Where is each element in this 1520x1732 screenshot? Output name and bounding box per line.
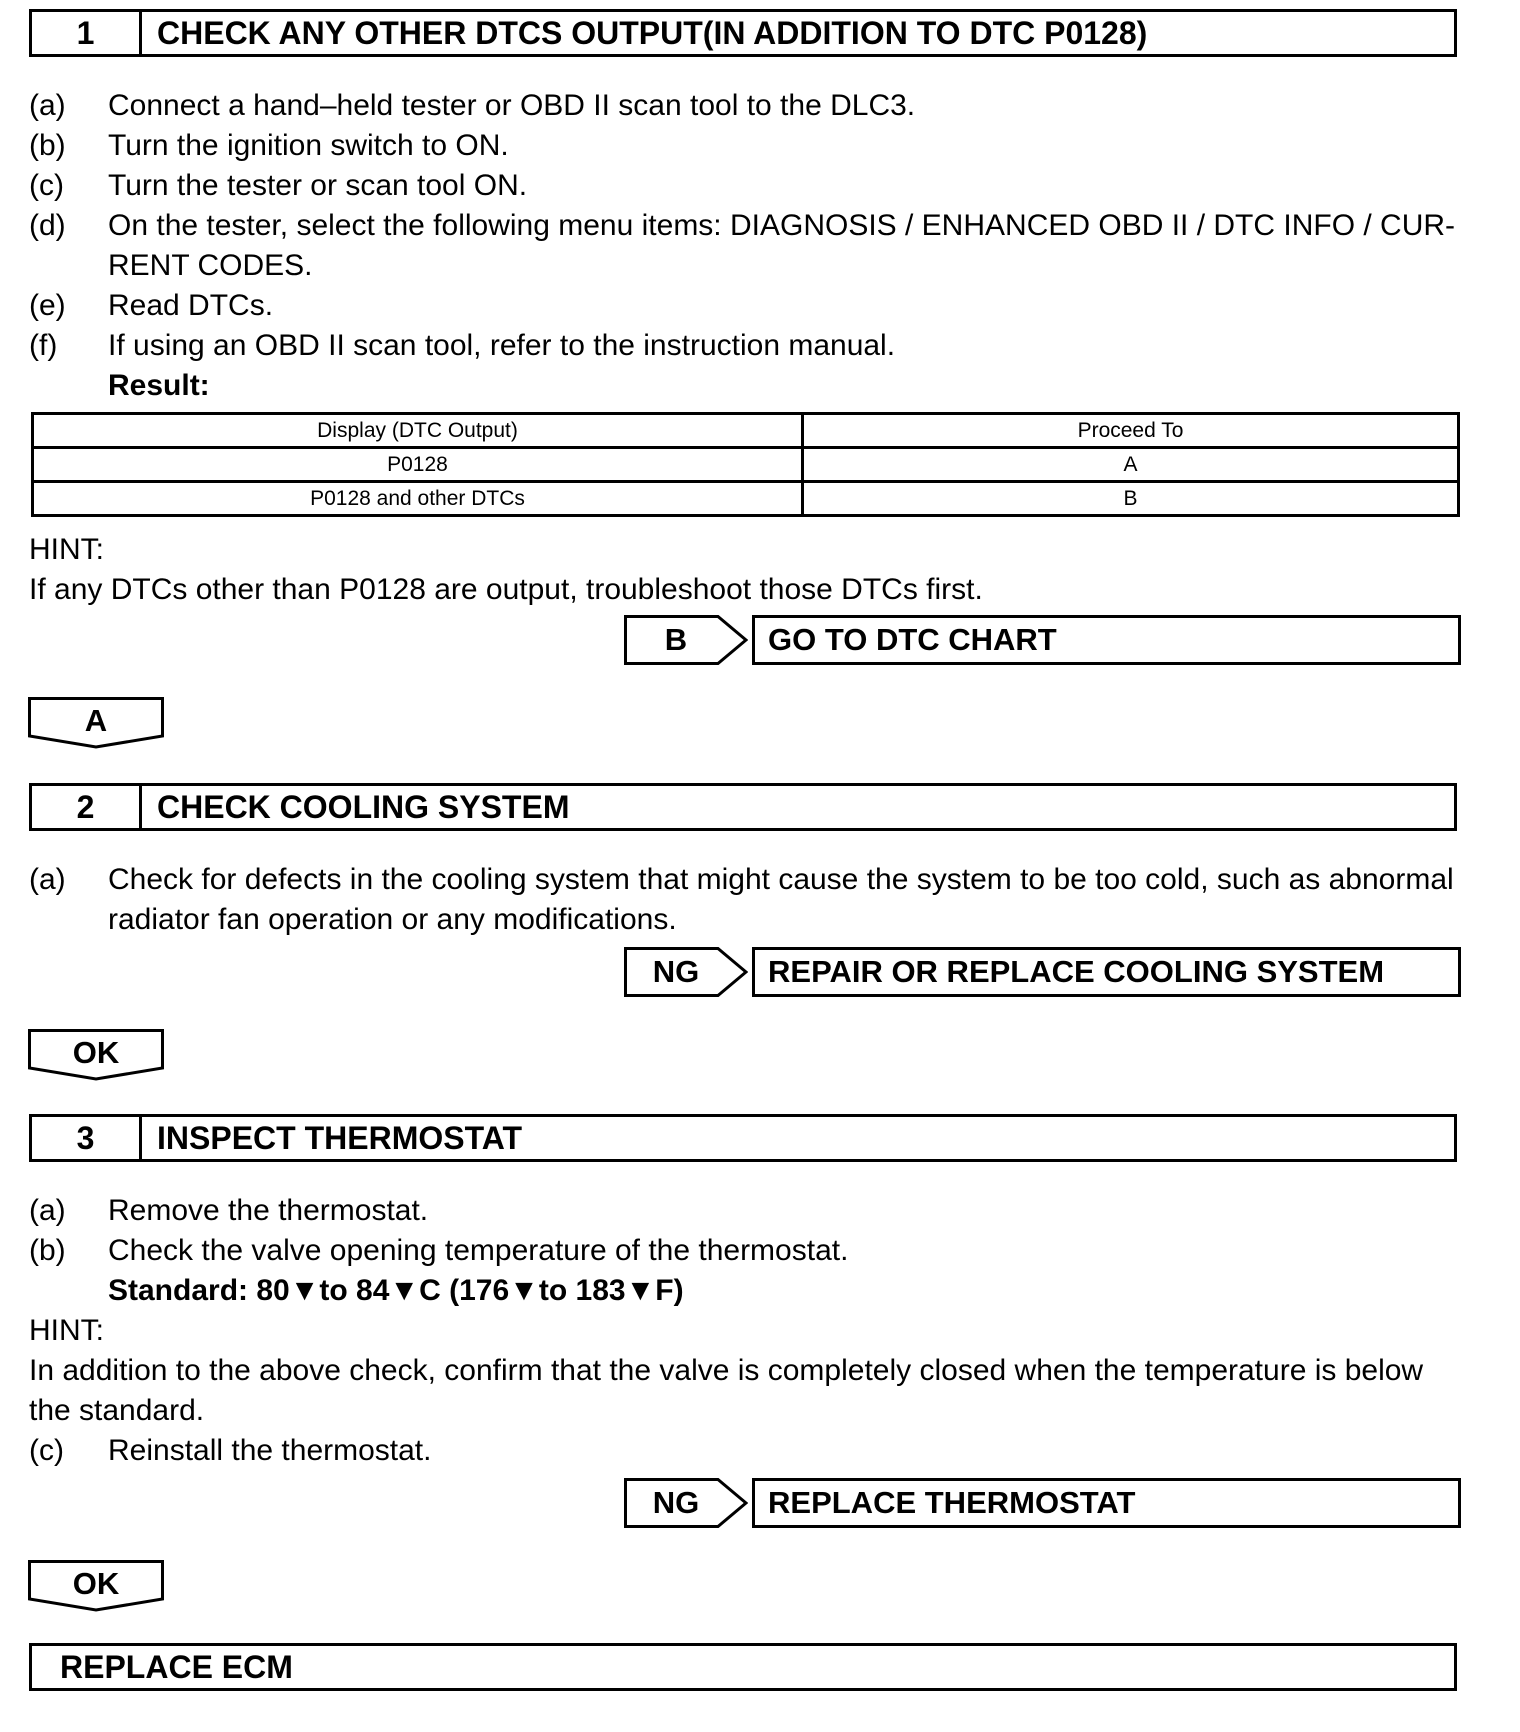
item-text: Check the valve opening temperature of the thermostat. — [108, 1234, 849, 1267]
branch-label: NG — [652, 954, 700, 989]
item-text-continued: radiator fan operation or any modifications. — [108, 903, 677, 936]
branch-ng-arrow — [624, 947, 748, 997]
item-text: Turn the tester or scan tool ON. — [108, 169, 528, 202]
item-letter: (e) — [29, 289, 66, 322]
result-label: Result: — [108, 369, 210, 402]
action-replace-thermostat: REPLACE THERMOSTAT — [752, 1478, 1461, 1528]
table-cell: B — [803, 482, 1459, 516]
item-letter: (a) — [29, 1194, 66, 1227]
hint-label: HINT: — [29, 1314, 104, 1347]
branch-b-arrow — [624, 615, 748, 665]
down-tab-label: OK — [72, 1035, 120, 1070]
action-go-to-dtc-chart: GO TO DTC CHART — [752, 615, 1461, 665]
table-row — [33, 482, 1459, 516]
action-repair-cooling-system: REPAIR OR REPLACE COOLING SYSTEM — [752, 947, 1461, 997]
step-3-header — [29, 1114, 1457, 1162]
result-a-tab — [28, 697, 164, 749]
item-text-continued: RENT CODES. — [108, 249, 313, 282]
step-title: INSPECT THERMOSTAT — [157, 1120, 523, 1156]
item-letter: (b) — [29, 129, 66, 162]
item-letter: (d) — [29, 209, 66, 242]
branch-label: NG — [652, 1485, 700, 1520]
result-table — [31, 412, 1460, 517]
branch-label: B — [664, 622, 688, 657]
table-cell: P0128 and other DTCs — [33, 482, 803, 516]
table-cell: P0128 — [33, 448, 803, 482]
item-letter: (f) — [29, 329, 58, 362]
branch-ng-arrow — [624, 1478, 748, 1528]
table-row — [33, 448, 1459, 482]
down-tab-label: A — [84, 703, 108, 738]
item-text: Check for defects in the cooling system that might cause the system to be too cold, such as abnormal — [108, 863, 1454, 896]
item-text: Remove the thermostat. — [108, 1194, 429, 1227]
down-tab-label: OK — [72, 1566, 120, 1601]
step-number: 2 — [32, 786, 142, 828]
result-ok-tab — [28, 1029, 164, 1081]
item-text: Reinstall the thermostat. — [108, 1434, 432, 1467]
standard-spec: Standard: 80▼to 84▼C (176▼to 183▼F) — [108, 1274, 684, 1307]
hint-label: HINT: — [29, 533, 104, 566]
item-text: On the tester, select the following menu items: DIAGNOSIS / ENHANCED OBD II / DTC INFO / CUR- — [108, 209, 1456, 242]
step-title: CHECK COOLING SYSTEM — [157, 789, 570, 825]
item-text: If using an OBD II scan tool, refer to the instruction manual. — [108, 329, 896, 362]
table-cell: A — [803, 448, 1459, 482]
step-number: 1 — [32, 12, 142, 54]
table-header-cell: Display (DTC Output) — [33, 414, 803, 448]
item-letter: (a) — [29, 89, 66, 122]
step-2-header — [29, 783, 1457, 831]
item-text: Connect a hand–held tester or OBD II scan tool to the DLC3. — [108, 89, 916, 122]
step-1-header — [29, 9, 1457, 57]
item-letter: (b) — [29, 1234, 66, 1267]
final-action-header — [29, 1643, 1457, 1691]
table-header-row — [33, 414, 1459, 448]
result-ok-tab — [28, 1560, 164, 1612]
item-text: Read DTCs. — [108, 289, 274, 322]
step-number: 3 — [32, 1117, 142, 1159]
hint-text: If any DTCs other than P0128 are output, troubleshoot those DTCs first. — [29, 573, 983, 606]
hint-text-continued: the standard. — [29, 1394, 205, 1427]
hint-text: In addition to the above check, confirm that the valve is completely closed when the temperature is below — [29, 1354, 1424, 1387]
item-letter: (c) — [29, 1434, 64, 1467]
item-letter: (c) — [29, 169, 64, 202]
item-letter: (a) — [29, 863, 66, 896]
final-action-title: REPLACE ECM — [60, 1649, 293, 1685]
table-header-cell: Proceed To — [803, 414, 1459, 448]
item-text: Turn the ignition switch to ON. — [108, 129, 509, 162]
step-title: CHECK ANY OTHER DTCS OUTPUT(IN ADDITION TO DTC P0128) — [157, 15, 1148, 51]
